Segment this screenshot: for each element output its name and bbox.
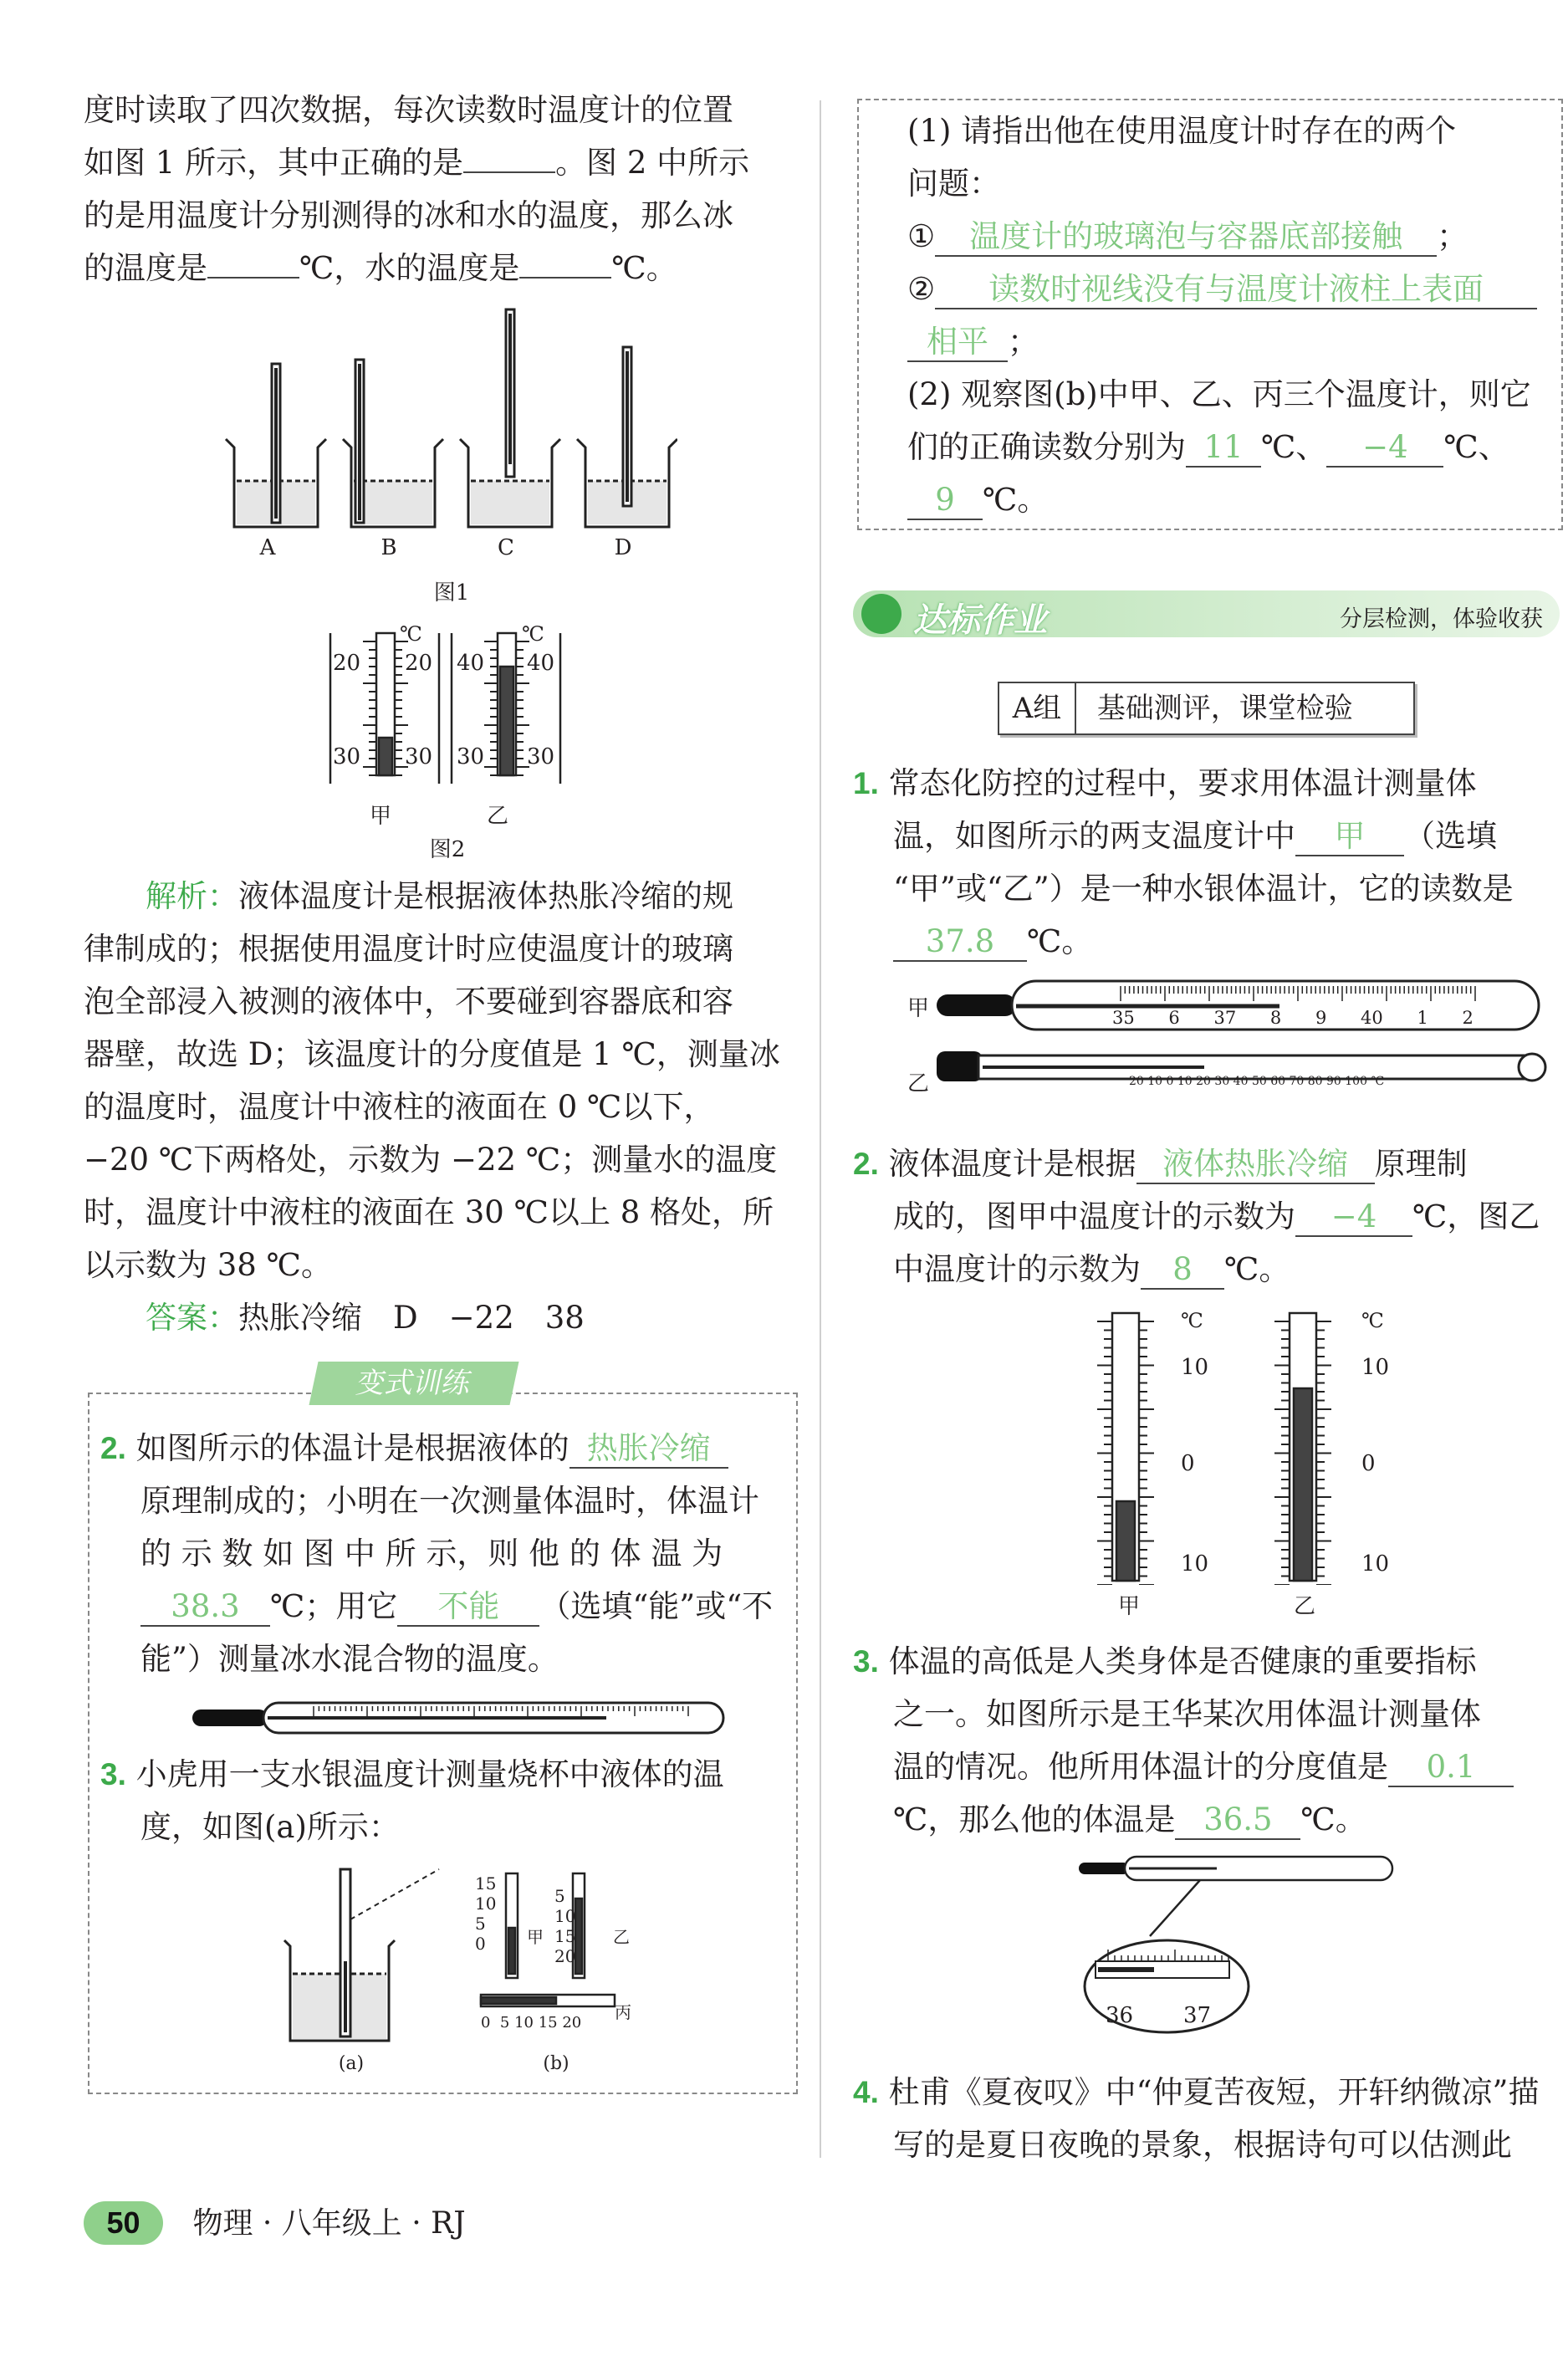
- q3-right: 3. 体温的高低是人类身体是否健康的重要指标 之一。如图所示是王华某次用体温计测量体 温的情况。他所用体温计的分度值是 0.1 ℃，那么他的体温是 36.5 ℃。: [853, 1635, 1564, 1846]
- text-line: 度时读取了四次数据，每次读数时温度计的位置: [84, 92, 733, 128]
- q3-bing-label: 丙: [615, 2002, 631, 2022]
- banner-slogan: 分层检测，体验收获: [1340, 606, 1543, 632]
- fig2-jia-bottom-r: 30: [405, 744, 433, 769]
- fig2-jia-name: 甲: [369, 804, 391, 829]
- fig2-yi-bottom: 30: [457, 744, 485, 769]
- variant-q3: 3. 小虎用一支水银温度计测量烧杯中液体的温 度，如图(a)所示：: [100, 1756, 724, 1845]
- answer-blank[interactable]: 9: [907, 482, 983, 520]
- fig2-yi-top: 40: [457, 651, 485, 676]
- answer-blank[interactable]: 热胀冷缩: [569, 1430, 728, 1469]
- q3-jia-ticks: 15 10 5 0: [475, 1873, 497, 1954]
- analysis-line: −20 ℃下两格处，示数为 −22 ℃；测量水的温度: [84, 1142, 778, 1178]
- q2-unit-jia: ℃: [1181, 1309, 1203, 1332]
- answer-line: 答案：热胀冷缩 D −22 38: [146, 1300, 585, 1336]
- q3-fig-b-label: (b): [543, 2053, 569, 2074]
- answer-blank[interactable]: 温度计的玻璃泡与容器底部接触: [935, 218, 1437, 257]
- q3-jia-label: 甲: [527, 1927, 544, 1947]
- page-number: 50: [84, 2201, 163, 2245]
- zoom-label-36: 36: [1106, 2003, 1134, 2028]
- q2-tube-thermometers: [1070, 1309, 1355, 1585]
- answer-blank[interactable]: 8: [1141, 1251, 1224, 1290]
- fig2-unit-yi: ℃: [522, 622, 544, 646]
- q3-figure-a: [280, 1861, 456, 2045]
- analysis-line: 器壁，故选 D；该温度计的分度值是 1 ℃，测量冰: [84, 1036, 780, 1072]
- fig1-label-b: B: [381, 535, 397, 560]
- fig1-label-d: D: [614, 535, 632, 560]
- fig2-jia-top: 20: [333, 651, 361, 676]
- q3-yi-label: 乙: [613, 1927, 630, 1947]
- q1-yi-label: 乙: [907, 1071, 930, 1096]
- fig1-label-a: A: [259, 535, 276, 560]
- q2-tick-yi-0: 0: [1361, 1451, 1376, 1476]
- q2-tick-yi-n10: 10: [1361, 1551, 1390, 1577]
- q3-continued: (1) 请指出他在使用温度计时存在的两个 问题： ① 温度计的玻璃泡与容器底部接触 ； ② 读数时视线没有与温度计液柱上表面 相平 ； (2) 观察图(b)中甲、乙、丙三个温度计，则它 们的正确读数分别为 11 ℃、 −4 ℃、 9 ℃。: [907, 105, 1551, 526]
- analysis-line: 的温度时，温度计中液柱的液面在 0 ℃以下，: [84, 1089, 715, 1125]
- analysis-line: 律制成的；根据使用温度计时应使温度计的玻璃: [84, 931, 733, 967]
- left-column: [84, 84, 794, 294]
- answer-blank[interactable]: −4: [1295, 1198, 1412, 1237]
- homework-banner: [853, 590, 1560, 640]
- fig2-yi-top-r: 40: [527, 651, 555, 676]
- fig2-jia-bottom: 30: [333, 744, 361, 769]
- answer-blank[interactable]: 甲: [1295, 818, 1404, 856]
- q1-jia-label: 甲: [907, 996, 930, 1021]
- q2-yi-name: 乙: [1293, 1594, 1315, 1619]
- answer-blank[interactable]: 37.8: [893, 923, 1027, 962]
- fig2-yi-bottom-r: 30: [527, 744, 555, 769]
- q1-jia-scale: 35 6 37 8 9 40 1 2: [1112, 1008, 1474, 1028]
- answer-blank[interactable]: −4: [1326, 429, 1443, 468]
- text-line: 的温度是 ℃，水的温度是 ℃。: [84, 250, 677, 286]
- answer-blank[interactable]: 不能: [397, 1588, 539, 1627]
- fig2-caption: 图2: [429, 837, 466, 862]
- answer-blank[interactable]: 读数时视线没有与温度计液柱上表面: [935, 271, 1537, 309]
- text-line: 如图 1 所示，其中正确的是 。图 2 中所示: [84, 145, 750, 181]
- group-heading: A组 基础测评，课堂检验: [998, 682, 1415, 735]
- q3-bing-ticks: 0 5 10 15 20: [481, 2014, 582, 2031]
- q2-tick-jia-0: 0: [1181, 1451, 1195, 1476]
- q1-thermometers: [937, 974, 1547, 1091]
- q2-tick-jia-10: 10: [1181, 1355, 1209, 1380]
- q1: 1. 常态化防控的过程中，要求用体温计测量体 温，如图所示的两支温度计中 甲 （选填 “甲”或“乙”）是一种水银体温计，它的读数是 37.8 ℃。: [853, 757, 1564, 968]
- fig2-unit-jia: ℃: [400, 622, 422, 646]
- clinical-thermometer-q2: [188, 1698, 732, 1738]
- analysis-block: [84, 870, 794, 1344]
- answer-blank[interactable]: 相平: [907, 324, 1008, 362]
- analysis-line: 解析：液体温度计是根据液体热胀冷缩的规: [146, 878, 733, 914]
- footer-text: 物理 · 八年级上 · RJ: [192, 2206, 466, 2241]
- text-line: 的是用温度计分别测得的冰和水的温度，那么冰: [84, 197, 733, 233]
- variant-title: 变式训练: [309, 1362, 518, 1405]
- zoom-label-37: 37: [1183, 2003, 1212, 2028]
- analysis-line: 时，温度计中液柱的液面在 30 ℃以上 8 格处，所: [84, 1194, 774, 1230]
- q2-jia-name: 甲: [1117, 1594, 1140, 1619]
- analysis-line: 泡全部浸入被测的液体中，不要碰到容器底和容: [84, 984, 733, 1020]
- answer-blank[interactable]: 11: [1186, 429, 1261, 468]
- fig1-label-c: C: [498, 535, 514, 560]
- page-footer: [84, 2200, 466, 2245]
- fig1-caption: 图1: [433, 580, 470, 606]
- q2-tick-yi-10: 10: [1361, 1355, 1390, 1380]
- analysis-line: 以示数为 38 ℃。: [84, 1247, 332, 1283]
- fig2-jia-top-r: 20: [405, 651, 433, 676]
- banner-title: 达标作业: [913, 600, 1047, 640]
- column-divider: [820, 100, 821, 2158]
- q2-right: 2. 液体温度计是根据 液体热胀冷缩 原理制 成的，图甲中温度计的示数为 −4 ℃，图乙 中温度计的示数为 8 ℃。: [853, 1137, 1564, 1296]
- answer-blank[interactable]: 36.5: [1175, 1801, 1300, 1840]
- q2-unit-yi: ℃: [1361, 1309, 1384, 1332]
- variant-q2: 2. 如图所示的体温计是根据液体的 热胀冷缩 原理制成的；小明在一次测量体温时，体温计 的 示 数 如 图 中 所 示，则 他 的 体 温 为 38.3 ℃；用它 不能 （选填“能”或“不 能”）测量冰水混合物的温度。: [100, 1430, 774, 1677]
- answer-blank[interactable]: 0.1: [1388, 1749, 1514, 1787]
- q3-yi-ticks: 5 10 15 20: [554, 1886, 576, 1966]
- pencil-icon: [861, 594, 901, 634]
- answer-blank[interactable]: 液体热胀冷缩: [1136, 1146, 1375, 1184]
- q4-right: 4. 杜甫《夏夜叹》中“仲夏苦夜短，开轩纳微凉”描 写的是夏日夜晚的景象，根据诗句可以估测此: [853, 2074, 1540, 2163]
- q1-yi-scale: 20 10 0 10 20 30 40 50 60 70 80 90 100 ℃: [1129, 1075, 1385, 1088]
- q2-tick-jia-n10: 10: [1181, 1551, 1209, 1577]
- answer-blank[interactable]: 38.3: [140, 1588, 270, 1627]
- fig2-yi-name: 乙: [486, 804, 508, 829]
- q3-fig-a-label: (a): [338, 2053, 365, 2074]
